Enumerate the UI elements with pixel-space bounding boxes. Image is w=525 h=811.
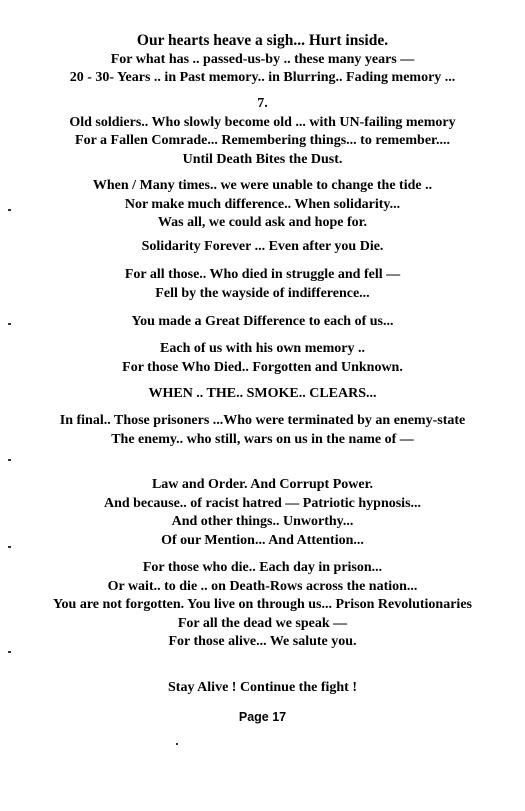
stanza-3 [8, 177, 517, 233]
poem-line: For a Fallen Comrade... Remembering things... to remember.... [75, 133, 450, 148]
poem-line: Was all, we could ask and hope for. [157, 215, 368, 230]
stanza-2 [8, 95, 517, 169]
stanza-1 [8, 32, 517, 88]
stanza-12 [8, 679, 517, 698]
stanza-11 [8, 559, 517, 652]
poem-line: 20 - 30- Years .. in Past memory.. in Blurring.. Fading memory ... [69, 70, 456, 85]
stanza-4 [8, 238, 517, 257]
poem-line: And other things.. Unworthy... [171, 514, 354, 529]
stanza-10 [8, 476, 517, 550]
poem-line: Until Death Bites the Dust. [182, 151, 343, 167]
poem-line: Or wait.. to die .. on Death-Rows across the nation... [107, 578, 418, 594]
scan-speck [176, 743, 178, 745]
poem-line: For those alive... We salute you. [168, 634, 357, 649]
poem-line: Our hearts heave a sigh... Hurt inside. [136, 32, 389, 49]
poem-line: For what has .. passed-us-by .. these many years — [110, 51, 415, 67]
scan-speck [8, 209, 11, 211]
poem-line: WHEN .. THE.. SMOKE.. CLEARS... [148, 386, 377, 401]
poem-line: For all the dead we speak — [177, 615, 348, 631]
poem-line: Fell by the wayside of indifference... [155, 285, 370, 301]
poem-line: Of our Mention... And Attention... [161, 532, 364, 548]
poem-line: You made a Great Difference to each of us... [131, 314, 394, 329]
stanza-7 [8, 340, 517, 377]
poem-line: 7. [257, 96, 268, 111]
poem-line: The enemy.. who still, wars on us in the name of — [111, 431, 414, 447]
poem-line: Each of us with his own memory .. [160, 341, 365, 356]
poem-line: For those Who Died.. Forgotten and Unknown. [122, 359, 403, 375]
poem-line: Law and Order. And Corrupt Power. [151, 477, 374, 492]
poem-line: For those who die.. Each day in prison... [142, 560, 383, 575]
stanza-5 [8, 266, 517, 303]
poem-line: And because.. of racist hatred — Patriotic hypnosis... [103, 495, 422, 511]
poem-line: When / Many times.. we were unable to change the tide .. [92, 178, 433, 193]
poem-line: You are not forgotten. You live on through us... Prison Revolutionaries [53, 597, 472, 612]
scan-speck [8, 546, 11, 548]
poem-line: Solidarity Forever ... Even after you Die. [141, 239, 384, 254]
stanza-8 [8, 385, 517, 404]
scan-speck [8, 459, 11, 461]
poem-line: Stay Alive ! Continue the fight ! [168, 680, 357, 695]
poem-line: Old soldiers.. Who slowly become old ... with UN-failing memory [69, 114, 456, 130]
stanza-9 [8, 412, 517, 449]
stanza-6 [8, 313, 517, 332]
poem-line: In final.. Those prisoners ...Who were terminated by an enemy-state [59, 413, 466, 428]
page-number: Page 17 [238, 710, 287, 724]
scan-speck [8, 651, 11, 653]
poem-line: Nor make much difference.. When solidarity... [124, 196, 401, 212]
scan-speck [8, 323, 11, 325]
poem-line: For all those.. Who died in struggle and fell — [124, 267, 401, 282]
